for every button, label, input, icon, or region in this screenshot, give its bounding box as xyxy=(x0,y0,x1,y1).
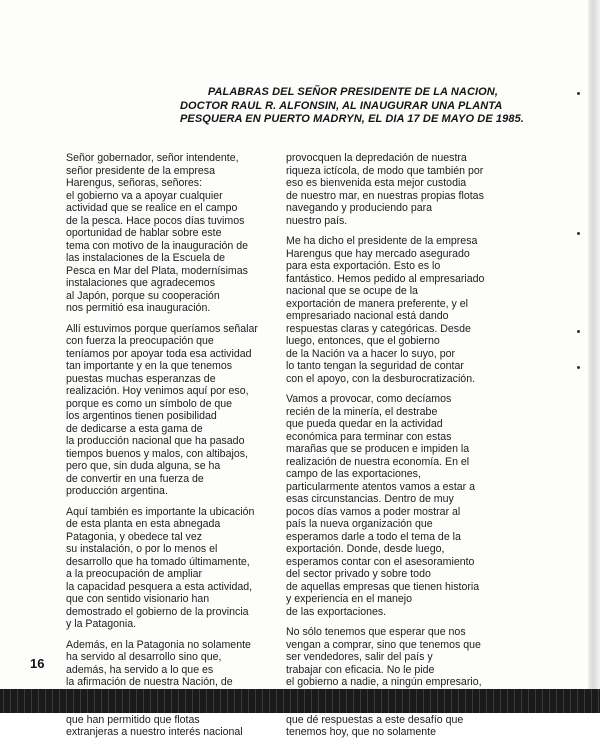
text-line: exportación. Donde, desde luego, xyxy=(286,543,445,555)
paragraph xyxy=(66,323,278,498)
text-line: de dedicarse a esta gama de xyxy=(66,422,203,435)
text-line: de la Nación va a hacer lo suyo, por xyxy=(286,347,456,360)
text-line: empresariado nacional está dando xyxy=(286,310,449,322)
text-line: nacional que se ocupe de la xyxy=(286,285,418,297)
text-line: tenemos hoy, que no solamente xyxy=(286,726,436,738)
title-line: PALABRAS DEL SEÑOR PRESIDENTE DE LA NACION, xyxy=(207,86,498,98)
text-line: producción argentina. xyxy=(66,485,168,497)
text-line: Me ha dicho el presidente de la empresa xyxy=(286,235,478,247)
text-line: Además, en la Patagonia no solamente xyxy=(66,638,251,651)
speech-title xyxy=(180,86,524,127)
text-line: riqueza ictícola, de modo que también por xyxy=(286,164,484,177)
text-line: luego, entonces, que el gobierno xyxy=(286,335,440,347)
text-line: Allí estuvimos porque queríamos señalar xyxy=(66,322,258,335)
text-line: trabajar con eficacia. No le pide xyxy=(286,663,435,676)
text-line: Harengus, señoras, señores: xyxy=(66,177,203,189)
text-line: Señor gobernador, señor intendente, xyxy=(66,152,239,164)
text-line: Vamos a provocar, como decíamos xyxy=(286,393,452,405)
text-line: Pesca en Mar del Plata, modernísimas xyxy=(66,264,248,277)
text-line: marañas que se producen e impiden la xyxy=(286,443,470,455)
text-line: de la pesca. Hace pocos días tuvimos xyxy=(66,214,245,227)
text-line: económica para terminar con estas xyxy=(286,430,452,443)
text-line: de nuestro mar, en nuestras propias flotas xyxy=(286,189,484,202)
text-line: de aquellas empresas que tienen historia xyxy=(286,580,480,593)
text-line: recién de la minería, el destrabe xyxy=(286,405,438,418)
text-line: tan importante y en la que tenemos xyxy=(66,360,233,372)
text-line: oportunidad de hablar sobre este xyxy=(66,227,222,239)
text-line: la afirmación de nuestra Nación, de xyxy=(66,676,233,688)
text-line: actividad que se realice en el campo xyxy=(66,202,238,214)
text-line: realización. Hoy venimos aquí por eso, xyxy=(66,385,249,397)
text-line: teníamos por apoyar toda esa actividad xyxy=(66,347,252,360)
bottom-scan-border xyxy=(0,689,600,713)
paragraph xyxy=(286,626,518,739)
text-line: nos permitió esa inauguración. xyxy=(66,302,211,314)
text-line: para esta exportación. Esto es lo xyxy=(286,260,441,272)
text-line: que dé respuestas a este desafío que xyxy=(286,713,464,726)
title-line: PESQUERA EN PUERTO MADRYN, EL DIA 17 DE MAYO DE 1985. xyxy=(180,113,524,125)
text-line: lo tanto tengan la seguridad de contar xyxy=(286,360,464,372)
text-line: la producción nacional que ha pasado xyxy=(66,435,245,447)
text-line: tema con motivo de la inauguración de xyxy=(66,239,248,252)
paragraph xyxy=(66,506,278,631)
text-line: que con sentido visionario han xyxy=(66,593,210,605)
text-line: de convertir en una fuerza de xyxy=(66,472,204,485)
text-line: pocos días vamos a poder mostrar al xyxy=(286,505,461,518)
text-line: campo de las exportaciones, xyxy=(286,468,421,480)
text-line: esperamos darle a todo el tema de la xyxy=(286,530,461,543)
text-line: además, ha servido a lo que es xyxy=(66,663,214,676)
text-line: con fuerza la preocupación que xyxy=(66,335,214,347)
text-line: país la nueva organización que xyxy=(286,518,433,530)
text-line: y la Patagonia. xyxy=(66,618,137,630)
text-line: que pueda quedar en la actividad xyxy=(286,418,443,430)
margin-mark xyxy=(577,92,580,95)
text-line: eso es bienvenida esta mejor custodia xyxy=(286,177,467,189)
text-line: ha servido al desarrollo sino que, xyxy=(66,651,222,663)
text-line: nuestro país. xyxy=(286,214,348,227)
text-line: instalaciones que agradecemos xyxy=(66,277,215,289)
paragraph xyxy=(286,152,518,227)
text-line: navegando y produciendo para xyxy=(286,202,433,214)
margin-mark xyxy=(577,330,580,333)
text-line: con el apoyo, con la desburocratización. xyxy=(286,372,476,385)
text-line: al Japón, porque su cooperación xyxy=(66,289,220,302)
text-line: extranjeras a nuestro interés nacional xyxy=(66,726,243,738)
text-line: puestas muchas esperanzas de xyxy=(66,372,216,385)
text-line: pero que, sin duda alguna, se ha xyxy=(66,460,221,472)
text-line: de esta planta en esta abnegada xyxy=(66,518,221,530)
text-line: Patagonia, y obedece tal vez xyxy=(66,530,203,543)
right-text-column xyxy=(286,152,518,747)
text-line: fantástico. Hemos pedido al empresariado xyxy=(286,272,485,285)
left-text-column xyxy=(66,152,278,747)
text-line: los argentinos tienen posibilidad xyxy=(66,410,217,422)
text-line: y experiencia en el manejo xyxy=(286,593,413,605)
paragraph xyxy=(286,393,518,618)
text-line: de las exportaciones. xyxy=(286,605,387,618)
text-line: ser vendedores, salir del país y xyxy=(286,651,433,663)
paragraph xyxy=(286,235,518,385)
text-line: tiempos buenos y malos, con altibajos, xyxy=(66,447,248,460)
text-line: señor presidente de la empresa xyxy=(66,164,215,177)
text-line: porque es como un símbolo de que xyxy=(66,397,233,410)
book-spine-edge xyxy=(588,0,600,713)
text-line: su instalación, o por lo menos el xyxy=(66,543,218,555)
text-line: realización de nuestra economía. En el xyxy=(286,455,470,468)
text-line: provocquen la depredación de nuestra xyxy=(286,152,467,164)
text-line: exportación de manera preferente, y el xyxy=(286,297,468,310)
text-line: particularmente atentos vamos a estar a xyxy=(286,480,476,493)
text-line: demostrado el gobierno de la provincia xyxy=(66,605,249,618)
text-line: el gobierno a nadie, a ningún empresario, xyxy=(286,676,482,688)
text-line: el gobierno va a apoyar cualquier xyxy=(66,189,223,202)
title-line: DOCTOR RAUL R. ALFONSIN, AL INAUGURAR UNA PLANTA xyxy=(180,99,503,112)
text-line: No sólo tenemos que esperar que nos xyxy=(286,626,466,638)
text-line: Harengus que hay mercado asegurado xyxy=(286,247,470,260)
text-line: la capacidad pesquera a esta actividad, xyxy=(66,580,253,593)
text-line: desarrollo que ha tomado últimamente, xyxy=(66,555,250,568)
text-line: vengan a comprar, sino que tenemos que xyxy=(286,638,481,651)
text-line: Aquí también es importante la ubicación xyxy=(66,505,255,518)
text-line: respuestas claras y categóricas. Desde xyxy=(286,322,471,335)
margin-mark xyxy=(577,366,580,369)
text-line: esperamos contar con el asesoramiento xyxy=(286,555,475,568)
text-line: que han permitido que flotas xyxy=(66,713,200,726)
text-line: a la preocupación de ampliar xyxy=(66,568,203,580)
text-line: esas circunstancias. Dentro de muy xyxy=(286,493,454,505)
margin-mark xyxy=(577,232,580,235)
text-line: del sector privado y sobre todo xyxy=(286,568,431,580)
text-line: las instalaciones de la Escuela de xyxy=(66,252,226,264)
paragraph xyxy=(66,152,278,315)
page-number: 16 xyxy=(30,656,45,671)
